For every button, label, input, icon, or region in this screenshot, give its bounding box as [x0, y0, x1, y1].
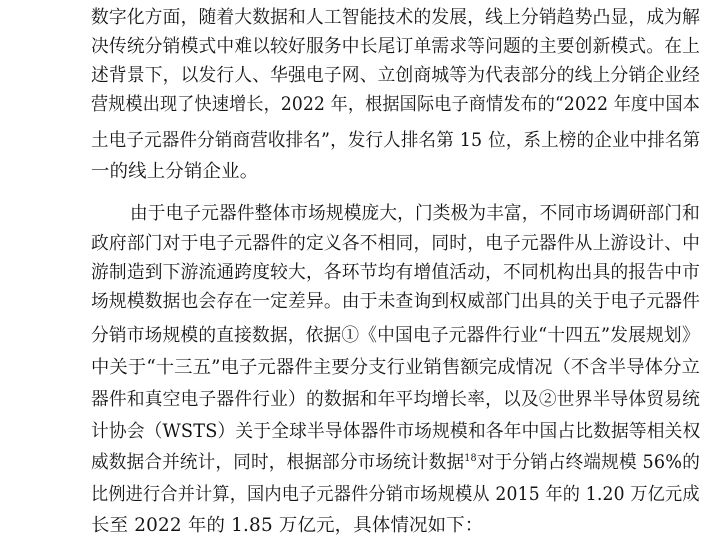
text-line: 决传统分销模式中难以较好服务中长尾订单需求等问题的主要创新模式。在上 — [91, 36, 701, 57]
text-line: 长至 2022 年的 1.85 万亿元，具体情况如下： — [91, 515, 484, 536]
text-line: 营规模出现了快速增长，2022 年，根据国际电子商情发布的“2022 年度中国本 — [91, 94, 701, 115]
text-line: 一的线上分销企业。 — [91, 161, 259, 182]
text-line: 中关于“十三五”电子元器件主要分支行业销售额完成情况（不含半导体分立 — [91, 357, 701, 378]
text-line: 计协会（WSTS）关于全球半导体器件市场规模和各年中国占比数据等相关权 — [91, 421, 701, 442]
text-line: 器件和真空电子器件行业）的数据和年平均增长率，以及②世界半导体贸易统 — [91, 389, 701, 410]
text-line: 政府部门对于电子元器件的定义各不相同，同时，电子元器件从上游设计、中 — [91, 233, 701, 254]
text-line: 数字化方面，随着大数据和人工智能技术的发展，线上分销趋势凸显，成为解 — [91, 7, 701, 28]
text-segment: 对于分销占终端规模 56%的 — [476, 452, 700, 473]
text-segment: 威数据合并统计，同时，根据部分市场统计数据 — [91, 452, 465, 473]
text-line: 由于电子元器件整体市场规模庞大，门类极为丰富，不同市场调研部门和 — [130, 203, 700, 224]
footnote-reference[interactable]: 18 — [464, 452, 477, 464]
text-line: 分销市场规模的直接数据，依据①《中国电子元器件行业“十四五”发展规划》 — [91, 325, 700, 346]
text-line: 述背景下，以发行人、华强电子网、立创商城等为代表部分的线上分销企业经 — [91, 65, 701, 86]
text-line-with-footnote — [91, 451, 700, 475]
text-line: 场规模数据也会存在一定差异。由于未查询到权威部门出具的关于电子元器件 — [91, 291, 701, 312]
text-line: 土电子元器件分销商营收排名”，发行人排名第 15 位，系上榜的企业中排名第 — [91, 130, 701, 151]
text-line: 游制造到下游流通跨度较大，各环节均有增值活动，不同机构出具的报告中市 — [91, 262, 701, 283]
text-line: 比例进行合并计算，国内电子元器件分销市场规模从 2015 年的 1.20 万亿元成 — [91, 484, 700, 505]
